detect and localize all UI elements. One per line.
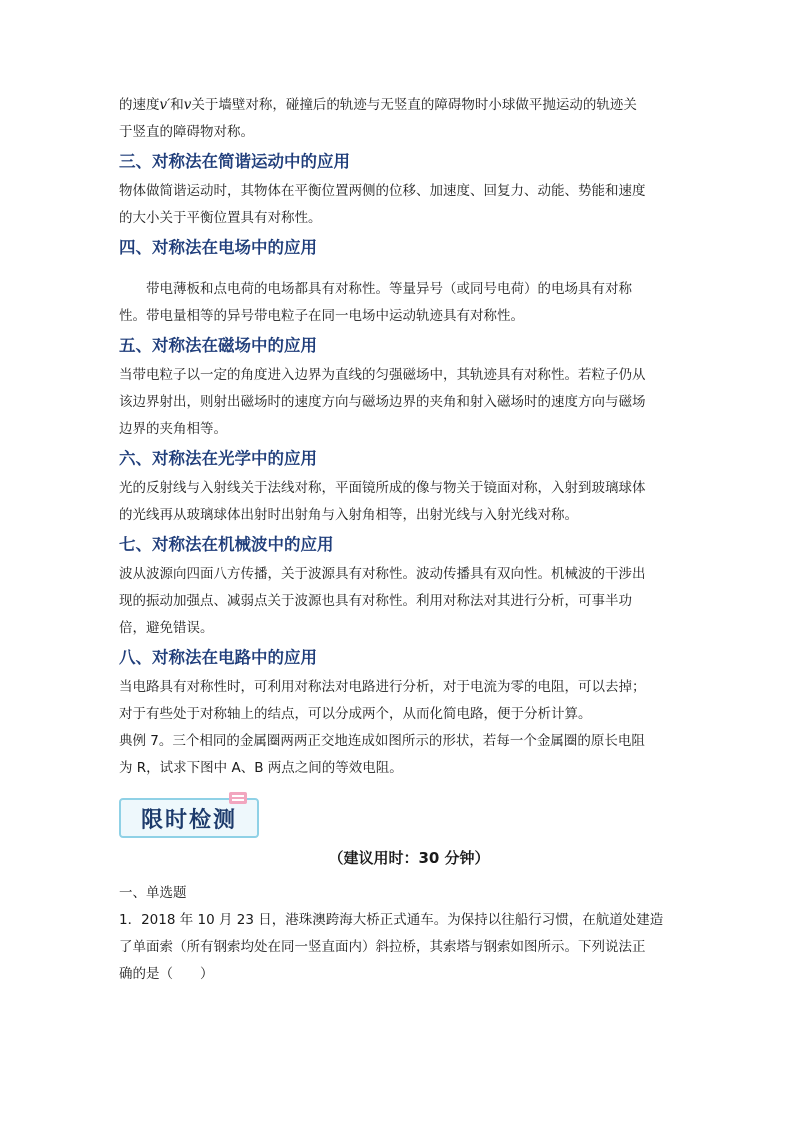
- example-7-line-2: 为 R，试求下图中 A、B 两点之间的等效电阻。: [119, 760, 403, 776]
- section-5-line-2: 该边界射出，则射出磁场时的速度方向与磁场边界的夹角和射入磁场时的速度方向与磁场: [119, 394, 646, 410]
- section-heading-3: 三、对称法在简谐运动中的应用: [119, 152, 350, 171]
- section-8-line-2: 对于有些处于对称轴上的结点，可以分成两个，从而化简电路，便于分析计算。: [119, 706, 592, 722]
- section-6-line-1: 光的反射线与入射线关于法线对称，平面镜所成的像与物关于镜面对称，入射到玻璃球体: [119, 480, 646, 496]
- section-7-line-1: 波从波源向四面八方传播，关于波源具有对称性。波动传播具有双向性。机械波的干涉出: [119, 566, 646, 582]
- section-5-line-1: 当带电粒子以一定的角度进入边界为直线的匀强磁场中，其轨迹具有对称性。若粒子仍从: [119, 367, 646, 383]
- question-1-line-2: 了单面索（所有钢索均处在同一竖直面内）斜拉桥，其索塔与钢索如图所示。下列说法正: [119, 939, 646, 955]
- velocity-v-prime: v′: [159, 97, 171, 113]
- intro-text-post: 关于墙壁对称，碰撞后的轨迹与无竖直的障碍物时小球做平抛运动的轨迹关: [191, 97, 637, 113]
- section-7-line-2: 现的振动加强点、减弱点关于波源也具有对称性。利用对称法对其进行分析，可事半功: [119, 593, 632, 609]
- question-1-line-1: 1．2018 年 10 月 23 日，港珠澳跨海大桥正式通车。为保持以往船行习惯，在航道处建造: [119, 912, 664, 928]
- section-heading-6: 六、对称法在光学中的应用: [119, 449, 317, 468]
- intro-line-2: 于竖直的障碍物对称。: [119, 124, 254, 140]
- binder-clip-icon: [229, 792, 247, 804]
- spacer: [119, 264, 679, 276]
- section-4-line-1: 带电薄板和点电荷的电场都具有对称性。等量异号（或同号电荷）的电场具有对称: [146, 281, 632, 297]
- section-heading-5: 五、对称法在磁场中的应用: [119, 336, 317, 355]
- section-5-line-3: 边界的夹角相等。: [119, 421, 227, 437]
- section-heading-8: 八、对称法在电路中的应用: [119, 648, 317, 667]
- section-3-line-2: 的大小关于平衡位置具有对称性。: [119, 210, 322, 226]
- question-1-line-3: 确的是（ ）: [119, 966, 214, 982]
- section-4-line-2: 性。带电量相等的异号带电粒子在同一电场中运动轨迹具有对称性。: [119, 308, 524, 324]
- section-heading-7: 七、对称法在机械波中的应用: [119, 535, 334, 554]
- suggested-time: （建议用时：30 分钟）: [328, 849, 490, 867]
- intro-text: 的速度: [119, 97, 160, 113]
- section-6-line-2: 的光线再从玻璃球体出射时出射角与入射角相等，出射光线与入射光线对称。: [119, 507, 578, 523]
- section-7-line-3: 倍，避免错误。: [119, 620, 214, 636]
- document-page: [119, 92, 679, 988]
- velocity-v: v: [183, 97, 192, 113]
- example-7-line-1: 典例 7。三个相同的金属圈两两正交地连成如图所示的形状，若每一个金属圈的原长电阻: [119, 733, 645, 749]
- section-3-line-1: 物体做简谐运动时，其物体在平衡位置两侧的位移、加速度、回复力、动能、势能和速度: [119, 183, 646, 199]
- intro-line-1: [119, 92, 679, 119]
- timed-test-banner: [119, 798, 259, 838]
- timed-test-banner-row: [119, 792, 679, 844]
- question-type-heading: 一、单选题: [119, 885, 187, 901]
- section-heading-4: 四、对称法在电场中的应用: [119, 238, 317, 257]
- intro-and: 和: [170, 97, 184, 113]
- banner-title: 限时检测: [140, 806, 237, 833]
- section-8-line-1: 当电路具有对称性时，可利用对称法对电路进行分析，对于电流为零的电阻，可以去掉；: [119, 679, 646, 695]
